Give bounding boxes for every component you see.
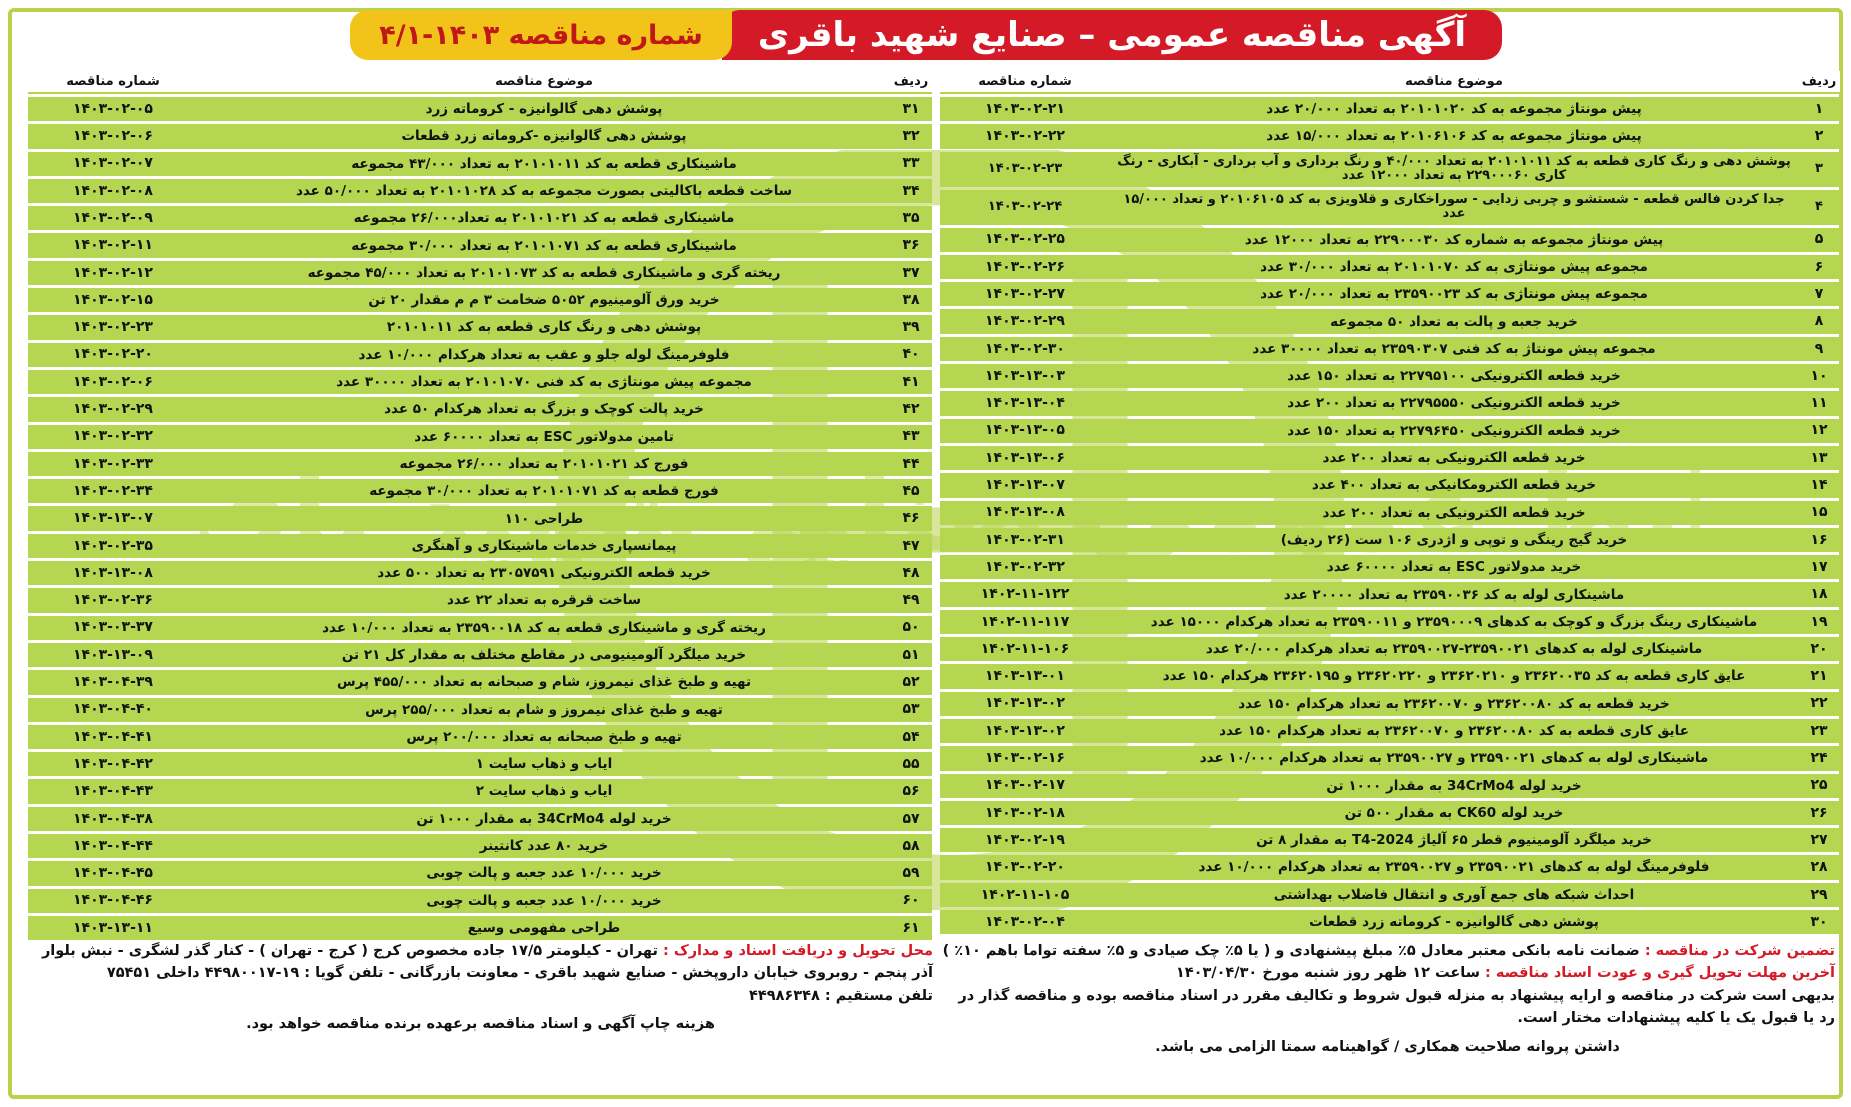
row-tender-number: ۱۴۰۳-۰۴-۴۱	[28, 725, 198, 749]
row-subject: خرید جعبه و پالت به تعداد ۵۰ مجموعه	[1110, 309, 1798, 333]
table-row	[28, 889, 932, 913]
row-tender-number: ۱۴۰۳-۱۳-۰۳	[940, 364, 1110, 388]
row-index: ۹	[1798, 337, 1840, 361]
table-row	[28, 343, 932, 367]
row-tender-number: ۱۴۰۳-۱۳-۰۹	[28, 643, 198, 667]
table-row	[28, 425, 932, 449]
row-subject: پوشش دهی گالوانیزه - کروماته زرد قطعات	[1110, 910, 1798, 934]
row-subject: ماشینکاری قطعه به کد ۲۰۱۰۱۰۱۱ به تعداد ۴۳/۰۰۰ مجموعه	[198, 152, 890, 176]
table-row	[940, 910, 1840, 934]
row-index: ۴	[1798, 190, 1840, 225]
row-tender-number: ۱۴۰۳-۰۲-۲۰	[940, 855, 1110, 879]
row-index: ۴۹	[890, 588, 932, 612]
table-row	[940, 610, 1840, 634]
table-row	[28, 506, 932, 530]
row-tender-number: ۱۴۰۳-۰۲-۳۶	[28, 588, 198, 612]
row-tender-number: ۱۴۰۳-۰۲-۲۱	[940, 97, 1110, 121]
table-row	[940, 190, 1840, 225]
table-row	[940, 746, 1840, 770]
row-subject: ریخته گری و ماشینکاری قطعه به کد ۲۳۵۹۰۰۱۸ به تعداد ۱۰/۰۰۰ عدد	[198, 616, 890, 640]
row-index: ۳	[1798, 152, 1840, 187]
row-index: ۱۹	[1798, 610, 1840, 634]
row-subject: خرید ۱۰/۰۰۰ عدد جعبه و پالت چوبی	[198, 889, 890, 913]
row-tender-number: ۱۴۰۳-۰۴-۴۲	[28, 752, 198, 776]
row-tender-number: ۱۴۰۳-۰۴-۴۶	[28, 889, 198, 913]
row-subject: پوشش دهی و رنگ کاری قطعه به کد ۲۰۱۰۱۰۱۱ به تعداد ۴۰/۰۰۰ و رنگ برداری و آب برداری - آبکاری - رنگ کاری ۲۲۹۰۰۰۶۰ به تعداد ۱۲۰۰۰ عدد	[1110, 152, 1798, 187]
tenders-table-left	[28, 68, 932, 943]
row-subject: خرید لوله CK60 به مقدار ۵۰۰ تن	[1110, 801, 1798, 825]
row-index: ۵۳	[890, 698, 932, 722]
row-index: ۵۷	[890, 807, 932, 831]
row-subject: خرید قطعه الکترونیکی به تعداد ۲۰۰ عدد	[1110, 501, 1798, 525]
col-header-subject: موضوع مناقصه	[198, 71, 890, 94]
row-subject: ایاب و ذهاب سایت ۲	[198, 779, 890, 803]
row-subject: خرید گیج رینگی و توپی و اژدری ۱۰۶ ست (۲۶ ردیف)	[1110, 528, 1798, 552]
row-subject: تهیه و طبخ غذای نیمروز و شام به تعداد ۲۵۵/۰۰۰ پرس	[198, 698, 890, 722]
row-index: ۵۸	[890, 834, 932, 858]
row-index: ۳۷	[890, 261, 932, 285]
row-index: ۲	[1798, 124, 1840, 148]
table-row	[940, 664, 1840, 688]
row-index: ۴۳	[890, 425, 932, 449]
row-tender-number: ۱۴۰۳-۰۲-۳۱	[940, 528, 1110, 552]
table-row	[28, 643, 932, 667]
row-subject: تهیه و طبخ غذای نیمروز، شام و صبحانه به تعداد ۴۵۵/۰۰۰ پرس	[198, 670, 890, 694]
row-index: ۲۰	[1798, 637, 1840, 661]
table-row	[940, 473, 1840, 497]
row-tender-number: ۱۴۰۳-۰۲-۱۵	[28, 288, 198, 312]
row-index: ۲۹	[1798, 883, 1840, 907]
table-row	[28, 916, 932, 940]
row-tender-number: ۱۴۰۳-۰۲-۱۲	[28, 261, 198, 285]
row-index: ۴۸	[890, 561, 932, 585]
row-subject: خرید قطعه الکترونیکی ۲۲۷۹۵۱۰۰ به تعداد ۱۵۰ عدد	[1110, 364, 1798, 388]
row-tender-number: ۱۴۰۲-۱۱-۱۲۲	[940, 582, 1110, 606]
row-index: ۱۶	[1798, 528, 1840, 552]
row-tender-number: ۱۴۰۳-۰۲-۳۳	[28, 452, 198, 476]
table-row	[28, 807, 932, 831]
row-index: ۱۴	[1798, 473, 1840, 497]
row-index: ۵۶	[890, 779, 932, 803]
row-tender-number: ۱۴۰۳-۰۲-۲۹	[940, 309, 1110, 333]
row-subject: ماشینکاری رینگ بزرگ و کوچک به کدهای ۲۳۵۹۰۰۰۹ و ۲۳۵۹۰۰۱۱ به تعداد هرکدام ۱۵۰۰۰ عدد	[1110, 610, 1798, 634]
guarantee-label: تضمین شرکت در مناقصه :	[1644, 943, 1835, 959]
table-row	[28, 97, 932, 121]
row-tender-number: ۱۴۰۳-۰۲-۰۹	[28, 206, 198, 230]
row-subject: پیمانسپاری خدمات ماشینکاری و آهنگری	[198, 534, 890, 558]
row-index: ۸	[1798, 309, 1840, 333]
row-index: ۲۳	[1798, 719, 1840, 743]
tenders-table-right	[940, 68, 1840, 937]
table-row	[940, 883, 1840, 907]
table-row	[940, 501, 1840, 525]
row-tender-number: ۱۴۰۳-۰۲-۲۶	[940, 255, 1110, 279]
row-subject: خرید پالت کوچک و بزرگ به تعداد هرکدام ۵۰ عدد	[198, 397, 890, 421]
row-subject: خرید ورق آلومینیوم ۵۰۵۲ ضخامت ۳ م م مقدار ۲۰ تن	[198, 288, 890, 312]
row-subject: پوشش دهی و رنگ کاری قطعه به کد ۲۰۱۰۱۰۱۱	[198, 315, 890, 339]
row-tender-number: ۱۴۰۳-۰۴-۴۵	[28, 861, 198, 885]
row-index: ۳۳	[890, 152, 932, 176]
guarantee-line	[940, 940, 1835, 962]
row-index: ۲۲	[1798, 692, 1840, 716]
table-row	[28, 452, 932, 476]
row-subject: طراحی ۱۱۰	[198, 506, 890, 530]
table-row	[28, 233, 932, 257]
table-row	[940, 801, 1840, 825]
row-tender-number: ۱۴۰۳-۱۳-۰۷	[940, 473, 1110, 497]
row-subject: فلوفرمینگ لوله به کدهای ۲۳۵۹۰۰۲۱ و ۲۳۵۹۰۰۲۷ به تعداد هرکدام ۱۰/۰۰۰ عدد	[1110, 855, 1798, 879]
row-subject: خرید میلگرد آلومینیومی در مقاطع مختلف به مقدار کل ۲۱ تن	[198, 643, 890, 667]
row-subject: ریخته گری و ماشینکاری قطعه به کد ۲۰۱۰۱۰۷۳ به تعداد ۴۵/۰۰۰ مجموعه	[198, 261, 890, 285]
row-tender-number: ۱۴۰۳-۰۲-۰۵	[28, 97, 198, 121]
row-tender-number: ۱۴۰۳-۱۳-۱۱	[28, 916, 198, 940]
row-subject: پیش مونتاژ مجموعه به کد ۲۰۱۰۱۰۲۰ به تعداد ۲۰/۰۰۰ عدد	[1110, 97, 1798, 121]
row-index: ۲۸	[1798, 855, 1840, 879]
table-row	[28, 261, 932, 285]
deadline-line	[940, 962, 1835, 984]
row-index: ۱۰	[1798, 364, 1840, 388]
row-index: ۱	[1798, 97, 1840, 121]
row-tender-number: ۱۴۰۳-۱۳-۰۲	[940, 692, 1110, 716]
row-subject: خرید قطعه الکترونیکی ۲۲۷۹۵۵۵۰ به تعداد ۲۰۰ عدد	[1110, 391, 1798, 415]
row-index: ۱۲	[1798, 419, 1840, 443]
table-row	[940, 337, 1840, 361]
row-tender-number: ۱۴۰۳-۰۲-۲۵	[940, 228, 1110, 252]
table-row	[28, 179, 932, 203]
row-index: ۵۵	[890, 752, 932, 776]
row-subject: ماشینکاری قطعه به کد ۲۰۱۰۱۰۷۱ به تعداد ۳۰/۰۰۰ مجموعه	[198, 233, 890, 257]
row-tender-number: ۱۴۰۳-۰۲-۲۰	[28, 343, 198, 367]
table-header-row	[940, 71, 1840, 94]
row-index: ۲۶	[1798, 801, 1840, 825]
row-index: ۳۱	[890, 97, 932, 121]
row-tender-number: ۱۴۰۳-۰۲-۱۱	[28, 233, 198, 257]
table-row	[28, 288, 932, 312]
row-tender-number: ۱۴۰۳-۰۲-۱۸	[940, 801, 1110, 825]
row-tender-number: ۱۴۰۳-۱۳-۰۴	[940, 391, 1110, 415]
row-tender-number: ۱۴۰۳-۱۳-۰۱	[940, 664, 1110, 688]
row-tender-number: ۱۴۰۳-۰۲-۳۲	[28, 425, 198, 449]
row-tender-number: ۱۴۰۲-۱۱-۱۱۷	[940, 610, 1110, 634]
address-text: تهران - کیلومتر ۱۷/۵ جاده مخصوص کرج ( کرج - تهران ) - کنار گذر لشگری - نبش بلوار آذر پنجم - روبروی خیابان داروپخش - صنایع شهید باقری - معاونت بازرگانی - تلفن گویا : ۱۹-۴۴۹۸۰۰۱۷ داخلی ۷۵۴۵۱	[41, 943, 933, 982]
row-index: ۲۴	[1798, 746, 1840, 770]
row-subject: ماشینکاری لوله به کدهای ۲۳۵۹۰۰۲۱ و ۲۳۵۹۰۰۲۷ به تعداد هرکدام ۱۰/۰۰۰ عدد	[1110, 746, 1798, 770]
row-index: ۱۳	[1798, 446, 1840, 470]
row-subject: خرید ۱۰/۰۰۰ عدد جعبه و پالت چوبی	[198, 861, 890, 885]
row-index: ۵۹	[890, 861, 932, 885]
row-tender-number: ۱۴۰۳-۰۲-۰۷	[28, 152, 198, 176]
guarantee-text: ضمانت نامه بانکی معتبر معادل ۵٪ مبلغ پیشنهادی و ( یا ۵٪ چک صیادی و ۵٪ سفته تواما باهم ۱۰٪ )	[942, 943, 1640, 959]
row-tender-number: ۱۴۰۳-۰۲-۳۰	[940, 337, 1110, 361]
row-subject: احداث شبکه های جمع آوری و انتقال فاضلاب بهداشتی	[1110, 883, 1798, 907]
row-subject: فلوفرمینگ لوله جلو و عقب به تعداد هرکدام ۱۰/۰۰۰ عدد	[198, 343, 890, 367]
row-subject: خرید قطعه الکترونیکی ۲۲۷۹۶۴۵۰ به تعداد ۱۵۰ عدد	[1110, 419, 1798, 443]
table-row	[28, 670, 932, 694]
table-row	[28, 534, 932, 558]
row-tender-number: ۱۴۰۳-۰۲-۲۴	[940, 190, 1110, 225]
row-subject: فورج کد ۲۰۱۰۱۰۲۱ به تعداد ۲۶/۰۰۰ مجموعه	[198, 452, 890, 476]
row-index: ۴۰	[890, 343, 932, 367]
row-subject: فورج قطعه به کد ۲۰۱۰۱۰۷۱ به تعداد ۳۰/۰۰۰ مجموعه	[198, 479, 890, 503]
row-subject: عایق کاری قطعه به کد ۲۳۶۲۰۰۸۰ و ۲۳۶۲۰۰۷۰ به تعداد هرکدام ۱۵۰ عدد	[1110, 719, 1798, 743]
row-index: ۴۱	[890, 370, 932, 394]
row-tender-number: ۱۴۰۳-۰۲-۲۷	[940, 282, 1110, 306]
row-index: ۱۷	[1798, 555, 1840, 579]
table-row	[940, 719, 1840, 743]
table-row	[940, 419, 1840, 443]
row-index: ۵۰	[890, 616, 932, 640]
table-row	[28, 561, 932, 585]
table-row	[28, 315, 932, 339]
row-subject: خرید لوله 34CrMo4 به مقدار ۱۰۰۰ تن	[198, 807, 890, 831]
license-requirement: داشتن پروانه صلاحیت همکاری / گواهینامه سمتا الزامی می باشد.	[1155, 1038, 1620, 1055]
table-row	[940, 282, 1840, 306]
tenders-table-left-body	[28, 97, 932, 940]
row-subject: ساخت قرقره به تعداد ۲۲ عدد	[198, 588, 890, 612]
table-row	[940, 637, 1840, 661]
row-index: ۳۸	[890, 288, 932, 312]
row-index: ۵۲	[890, 670, 932, 694]
table-row	[28, 370, 932, 394]
row-index: ۲۱	[1798, 664, 1840, 688]
row-tender-number: ۱۴۰۳-۰۲-۱۶	[940, 746, 1110, 770]
address-label: محل تحویل و دریافت اسناد و مدارک :	[663, 943, 933, 959]
row-tender-number: ۱۴۰۳-۰۲-۰۸	[28, 179, 198, 203]
row-tender-number: ۱۴۰۳-۰۲-۱۹	[940, 828, 1110, 852]
row-tender-number: ۱۴۰۲-۱۱-۱۰۵	[940, 883, 1110, 907]
row-subject: مجموعه پیش مونتاژی به کد ۲۳۵۹۰۰۲۳ به تعداد ۲۰/۰۰۰ عدد	[1110, 282, 1798, 306]
row-subject: خرید قطعه به کد ۲۳۶۲۰۰۸۰ و ۲۳۶۲۰۰۷۰ به تعداد هرکدام ۱۵۰ عدد	[1110, 692, 1798, 716]
row-index: ۴۴	[890, 452, 932, 476]
table-row	[940, 555, 1840, 579]
row-subject: تهیه و طبخ صبحانه به تعداد ۲۰۰/۰۰۰ پرس	[198, 725, 890, 749]
row-index: ۴۲	[890, 397, 932, 421]
row-subject: عایق کاری قطعه به کد ۲۳۶۲۰۰۳۵ و ۲۳۶۲۰۲۱۰ و ۲۳۶۲۰۲۲۰ و ۲۳۶۲۰۱۹۵ هرکدام ۱۵۰ عدد	[1110, 664, 1798, 688]
row-tender-number: ۱۴۰۳-۰۲-۲۲	[940, 124, 1110, 148]
row-tender-number: ۱۴۰۳-۰۲-۰۶	[28, 124, 198, 148]
row-tender-number: ۱۴۰۳-۰۲-۲۳	[940, 152, 1110, 187]
row-subject: خرید قطعه الکترونیکی به تعداد ۲۰۰ عدد	[1110, 446, 1798, 470]
table-row	[28, 397, 932, 421]
row-subject: پیش مونتاژ مجموعه به کد ۲۰۱۰۶۱۰۶ به تعداد ۱۵/۰۰۰ عدد	[1110, 124, 1798, 148]
row-index: ۵	[1798, 228, 1840, 252]
direct-phone: تلفن مستقیم : ۴۴۹۸۶۳۴۸	[749, 987, 933, 1004]
row-tender-number: ۱۴۰۳-۰۴-۳۸	[28, 807, 198, 831]
table-row	[28, 588, 932, 612]
col-header-number: شماره مناقصه	[28, 71, 198, 94]
table-row	[940, 446, 1840, 470]
row-subject: خرید میلگرد آلومینیوم قطر ۶۵ آلیاژ 2024-T4 به مقدار ۸ تن	[1110, 828, 1798, 852]
table-row	[28, 752, 932, 776]
table-row	[28, 616, 932, 640]
row-subject: طراحی مفهومی وسیع	[198, 916, 890, 940]
table-header-row	[28, 71, 932, 94]
row-index: ۴۵	[890, 479, 932, 503]
row-subject: خرید قطعه الکترونیکی ۲۳۰۵۷۵۹۱ به تعداد ۵۰۰ عدد	[198, 561, 890, 585]
row-index: ۳۰	[1798, 910, 1840, 934]
row-tender-number: ۱۴۰۳-۱۳-۰۸	[940, 501, 1110, 525]
table-row	[940, 582, 1840, 606]
row-tender-number: ۱۴۰۲-۱۱-۱۰۶	[940, 637, 1110, 661]
row-index: ۲۵	[1798, 774, 1840, 798]
row-index: ۱۸	[1798, 582, 1840, 606]
row-subject: مجموعه پیش مونتاژی به کد فنی ۲۰۱۰۱۰۷۰ به تعداد ۳۰۰۰۰ عدد	[198, 370, 890, 394]
deadline-text: ساعت ۱۲ ظهر روز شنبه مورخ ۱۴۰۳/۰۴/۳۰	[1175, 965, 1480, 982]
row-index: ۴۶	[890, 506, 932, 530]
row-tender-number: ۱۴۰۳-۰۲-۳۵	[28, 534, 198, 558]
row-index: ۶۱	[890, 916, 932, 940]
row-index: ۶	[1798, 255, 1840, 279]
row-subject: خرید ۸۰ عدد کانتینر	[198, 834, 890, 858]
table-row	[940, 124, 1840, 148]
row-index: ۱۱	[1798, 391, 1840, 415]
table-row	[940, 309, 1840, 333]
row-subject: جدا کردن فالس قطعه - شستشو و چربی زدایی - سوراخکاری و قلاویزی به کد ۲۰۱۰۶۱۰۵ و تعداد ۱۵/۰۰۰ عدد	[1110, 190, 1798, 225]
row-tender-number: ۱۴۰۳-۰۲-۳۴	[28, 479, 198, 503]
table-row	[940, 152, 1840, 187]
row-tender-number: ۱۴۰۳-۱۳-۰۸	[28, 561, 198, 585]
row-index: ۶۰	[890, 889, 932, 913]
row-subject: مجموعه پیش مونتاژی به کد ۲۰۱۰۱۰۷۰ به تعداد ۳۰/۰۰۰ عدد	[1110, 255, 1798, 279]
row-index: ۳۵	[890, 206, 932, 230]
table-row	[940, 228, 1840, 252]
row-tender-number: ۱۴۰۳-۱۳-۰۷	[28, 506, 198, 530]
row-subject: تامین مدولاتور ESC به تعداد ۶۰۰۰۰ عدد	[198, 425, 890, 449]
table-row	[940, 855, 1840, 879]
row-tender-number: ۱۴۰۳-۰۲-۰۶	[28, 370, 198, 394]
col-header-index: ردیف	[890, 71, 932, 94]
row-tender-number: ۱۴۰۳-۰۳-۳۷	[28, 616, 198, 640]
col-header-subject: موضوع مناقصه	[1110, 71, 1798, 94]
table-row	[940, 391, 1840, 415]
row-tender-number: ۱۴۰۳-۱۳-۰۵	[940, 419, 1110, 443]
row-subject: خرید لوله 34CrMo4 به مقدار ۱۰۰۰ تن	[1110, 774, 1798, 798]
row-tender-number: ۱۴۰۳-۱۳-۰۶	[940, 446, 1110, 470]
row-subject: ماشینکاری لوله به کدهای ۲۳۵۹۰۰۲۱-۲۳۵۹۰۰۲۷ به تعداد هرکدام ۲۰/۰۰۰ عدد	[1110, 637, 1798, 661]
row-subject: خرید مدولاتور ESC به تعداد ۶۰۰۰۰ عدد	[1110, 555, 1798, 579]
table-row	[940, 364, 1840, 388]
table-row	[940, 692, 1840, 716]
row-subject: مجموعه پیش مونتاژ به کد فنی ۲۳۵۹۰۳۰۷ به تعداد ۳۰۰۰۰ عدد	[1110, 337, 1798, 361]
row-index: ۷	[1798, 282, 1840, 306]
footer-address	[28, 940, 933, 1036]
table-row	[28, 124, 932, 148]
table-row	[940, 528, 1840, 552]
table-row	[28, 725, 932, 749]
table-row	[940, 828, 1840, 852]
row-index: ۳۶	[890, 233, 932, 257]
row-subject: پیش مونتاژ مجموعه به شماره کد ۲۲۹۰۰۰۳۰ به تعداد ۱۲۰۰۰ عدد	[1110, 228, 1798, 252]
row-tender-number: ۱۴۰۳-۰۲-۱۷	[940, 774, 1110, 798]
table-row	[28, 479, 932, 503]
table-row	[28, 861, 932, 885]
row-tender-number: ۱۴۰۳-۰۴-۴۰	[28, 698, 198, 722]
table-row	[28, 698, 932, 722]
footer-conditions	[940, 940, 1835, 1058]
row-subject: ایاب و ذهاب سایت ۱	[198, 752, 890, 776]
row-tender-number: ۱۴۰۳-۱۳-۰۲	[940, 719, 1110, 743]
tenders-table-right-body	[940, 97, 1840, 934]
row-index: ۵۱	[890, 643, 932, 667]
table-row	[28, 206, 932, 230]
row-tender-number: ۱۴۰۳-۰۴-۴۴	[28, 834, 198, 858]
row-index: ۳۲	[890, 124, 932, 148]
row-index: ۴۷	[890, 534, 932, 558]
table-row	[940, 97, 1840, 121]
table-row	[940, 255, 1840, 279]
col-header-number: شماره مناقصه	[940, 71, 1110, 94]
table-row	[28, 834, 932, 858]
rights-note: بدیهی است شرکت در مناقصه و ارایه پیشنهاد به منزله قبول شروط و تکالیف مقرر در اسناد مناقصه بوده و مناقصه گذار در رد یا قبول یک یا کلیه پیشنهادات مختار است.	[958, 987, 1835, 1027]
cost-note: هزینه چاپ آگهی و اسناد مناقصه برعهده برنده مناقصه خواهد بود.	[246, 1016, 715, 1033]
row-index: ۳۹	[890, 315, 932, 339]
deadline-label: آخرین مهلت تحویل گیری و عودت اسناد مناقصه :	[1485, 965, 1835, 982]
row-index: ۵۴	[890, 725, 932, 749]
row-subject: پوشش دهی گالوانیزه -کروماته زرد قطعات	[198, 124, 890, 148]
table-row	[28, 152, 932, 176]
row-tender-number: ۱۴۰۳-۰۲-۲۳	[28, 315, 198, 339]
row-subject: ماشینکاری قطعه به کد ۲۰۱۰۱۰۲۱ به تعداد۲۶/۰۰۰ مجموعه	[198, 206, 890, 230]
row-subject: ماشینکاری لوله به کد ۲۳۵۹۰۰۳۶ به تعداد ۲۰۰۰۰ عدد	[1110, 582, 1798, 606]
row-subject: ساخت قطعه باکالیتی بصورت مجموعه به کد ۲۰۱۰۱۰۲۸ به تعداد ۵۰/۰۰۰ عدد	[198, 179, 890, 203]
table-row	[28, 779, 932, 803]
row-tender-number: ۱۴۰۳-۰۴-۳۹	[28, 670, 198, 694]
row-tender-number: ۱۴۰۳-۰۲-۰۴	[940, 910, 1110, 934]
ad-title: آگهی مناقصه عمومی – صنایع شهید باقری	[722, 10, 1502, 60]
row-subject: پوشش دهی گالوانیزه - کروماته زرد	[198, 97, 890, 121]
row-tender-number: ۱۴۰۳-۰۲-۳۲	[940, 555, 1110, 579]
row-index: ۳۴	[890, 179, 932, 203]
row-index: ۲۷	[1798, 828, 1840, 852]
row-index: ۱۵	[1798, 501, 1840, 525]
table-row	[940, 774, 1840, 798]
col-header-index: ردیف	[1798, 71, 1840, 94]
row-tender-number: ۱۴۰۳-۰۲-۲۹	[28, 397, 198, 421]
address-block	[28, 940, 933, 985]
tender-number-badge: شماره مناقصه ۱۴۰۳-۴/۱	[350, 10, 732, 60]
row-subject: خرید قطعه الکترومکانیکی به تعداد ۴۰۰ عدد	[1110, 473, 1798, 497]
row-tender-number: ۱۴۰۳-۰۴-۴۳	[28, 779, 198, 803]
